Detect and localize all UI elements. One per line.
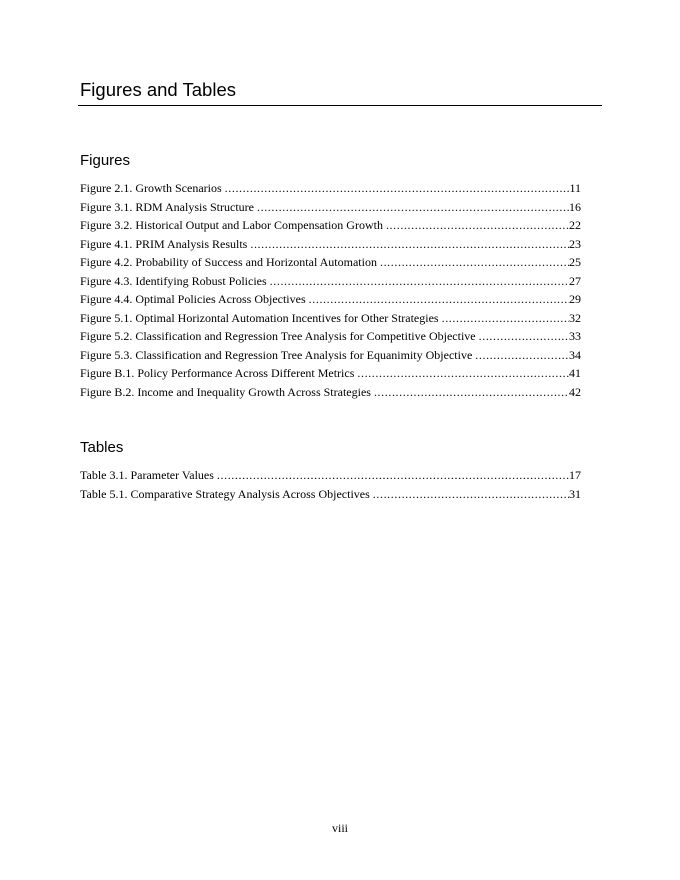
toc-entry-page: 33 xyxy=(569,329,581,343)
dot-leader xyxy=(354,364,569,383)
toc-entry-figure[interactable] xyxy=(80,272,581,291)
toc-entry-title: Figure 5.2. Classification and Regression Tree Analysis for Competitive Objective xyxy=(80,329,476,343)
toc-entry-page: 17 xyxy=(569,468,581,482)
toc-entry-title: Table 3.1. Parameter Values xyxy=(80,468,214,482)
toc-entry-page: 31 xyxy=(569,486,581,501)
figures-list xyxy=(80,179,581,401)
toc-entry-title: Figure 4.1. PRIM Analysis Results xyxy=(80,236,248,251)
tables-heading: Tables xyxy=(80,439,124,456)
dot-leader xyxy=(371,383,569,402)
toc-entry-figure[interactable] xyxy=(80,309,581,328)
page-title: Figures and Tables xyxy=(80,79,236,100)
toc-entry-title: Figure B.2. Income and Inequality Growth Across Strategies xyxy=(80,384,371,399)
toc-entry-page: 16 xyxy=(569,199,581,214)
toc-entry-figure[interactable] xyxy=(80,290,581,309)
toc-entry-figure[interactable] xyxy=(80,253,581,272)
title-divider xyxy=(78,105,602,106)
dot-leader xyxy=(214,466,569,485)
toc-entry-title: Figure 3.2. Historical Output and Labor Compensation Growth xyxy=(80,218,383,232)
toc-entry-title: Figure 4.4. Optimal Policies Across Objectives xyxy=(80,292,306,306)
toc-entry-figure[interactable] xyxy=(80,235,581,254)
toc-entry-figure[interactable] xyxy=(80,346,581,365)
dot-leader xyxy=(472,346,569,365)
toc-entry-figure[interactable] xyxy=(80,383,581,402)
toc-entry-page: 23 xyxy=(569,236,581,251)
figures-heading: Figures xyxy=(80,152,131,169)
toc-entry-figure[interactable] xyxy=(80,179,581,198)
toc-entry-page: 27 xyxy=(569,273,581,288)
toc-entry-title: Figure 3.1. RDM Analysis Structure xyxy=(80,199,254,214)
toc-entry-figure[interactable] xyxy=(80,327,581,346)
toc-entry-title: Figure B.1. Policy Performance Across Different Metrics xyxy=(80,366,355,380)
toc-entry-page: 25 xyxy=(569,255,581,269)
toc-entry-title: Figure 5.3. Classification and Regression Tree Analysis for Equanimity Objective xyxy=(80,347,473,362)
toc-entry-figure[interactable] xyxy=(80,198,581,217)
toc-entry-figure[interactable] xyxy=(80,364,581,383)
dot-leader xyxy=(370,485,569,504)
toc-entry-page: 34 xyxy=(569,347,581,362)
dot-leader xyxy=(383,216,569,235)
toc-entry-page: 11 xyxy=(569,181,581,195)
toc-entry-page: 29 xyxy=(569,292,581,306)
toc-entry-page: 32 xyxy=(569,310,581,325)
toc-entry-title: Figure 4.3. Identifying Robust Policies xyxy=(80,273,267,288)
toc-entry-title: Table 5.1. Comparative Strategy Analysis Across Objectives xyxy=(80,486,370,501)
toc-entry-title: Figure 4.2. Probability of Success and Horizontal Automation xyxy=(80,255,377,269)
dot-leader xyxy=(222,179,570,198)
page-number: viii xyxy=(331,821,348,835)
dot-leader xyxy=(254,198,569,217)
toc-entry-page: 22 xyxy=(569,218,581,232)
dot-leader xyxy=(306,290,569,309)
toc-entry-page: 41 xyxy=(569,366,581,380)
toc-entry-table[interactable] xyxy=(80,485,581,504)
toc-entry-title: Figure 5.1. Optimal Horizontal Automation Incentives for Other Strategies xyxy=(80,310,439,325)
dot-leader xyxy=(247,235,569,254)
dot-leader xyxy=(439,309,569,328)
toc-entry-table[interactable] xyxy=(80,466,581,485)
toc-entry-page: 42 xyxy=(569,384,581,399)
toc-entry-figure[interactable] xyxy=(80,216,581,235)
tables-list xyxy=(80,466,581,503)
toc-entry-title: Figure 2.1. Growth Scenarios xyxy=(80,181,222,195)
dot-leader xyxy=(377,253,569,272)
dot-leader xyxy=(476,327,569,346)
dot-leader xyxy=(267,272,569,291)
